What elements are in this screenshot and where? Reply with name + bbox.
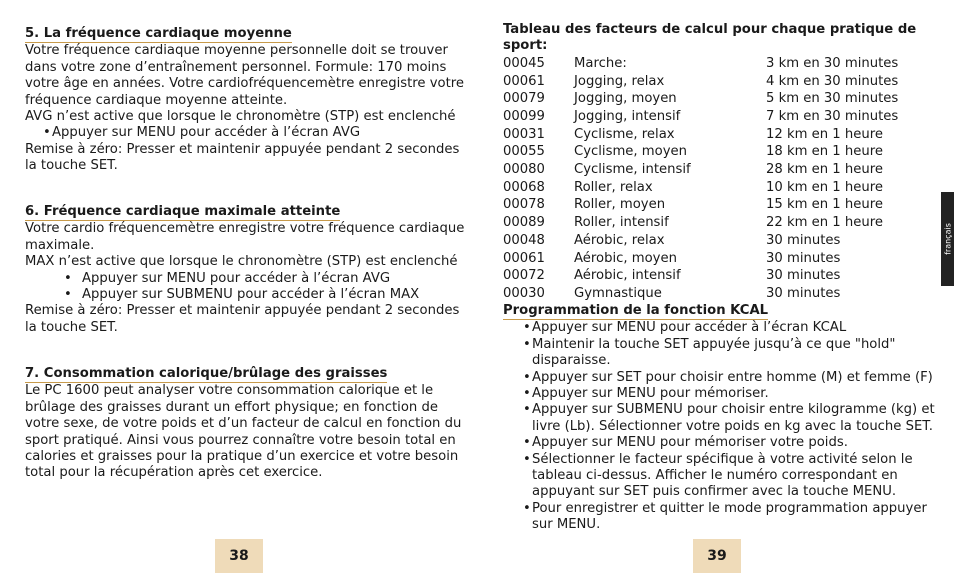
section-5-title: 5. La fréquence cardiaque moyenne (25, 26, 292, 43)
factor-table-title: Tableau des facteurs de calcul pour chaque pratique de sport: (503, 22, 917, 54)
factor-rate: 30 minutes (766, 250, 841, 266)
factor-rate: 22 km en 1 heure (766, 215, 883, 231)
factor-row (503, 73, 898, 91)
language-tab-label: français (943, 223, 952, 255)
factor-row (503, 179, 898, 197)
factor-code: 00061 (503, 73, 545, 89)
section-7-title: 7. Consommation calorique/brûlage des graisses (25, 366, 387, 383)
factor-activity: Marche: (574, 55, 627, 71)
factor-row (503, 196, 898, 214)
factor-activity: Cyclisme, intensif (574, 162, 691, 178)
factor-activity: Roller, relax (574, 179, 653, 195)
factor-code: 00072 (503, 268, 545, 284)
factor-activity: Jogging, relax (574, 73, 665, 89)
factor-rate: 30 minutes (766, 232, 841, 248)
factor-activity: Roller, intensif (574, 215, 669, 231)
factor-row (503, 214, 898, 232)
section-5-reset: Remise à zéro: Presser et maintenir appuyée pendant 2 secondes la touche SET. (25, 141, 460, 174)
factor-row (503, 55, 898, 73)
section-6-bullet: • Appuyer sur SUBMENU pour accéder à l’écran MAX (64, 287, 420, 303)
factor-rate: 12 km en 1 heure (766, 126, 883, 142)
kcal-step: • Appuyer sur MENU pour accéder à l’écran KCAL (523, 320, 847, 336)
kcal-step: • Sélectionner le facteur spécifique à votre activité selon le tableau ci-dessus. Afficher le numéro correspondant en appuyant sur SET puis confirmer avec la touche MENU. (523, 451, 913, 500)
factor-row (503, 267, 898, 285)
factor-rate: 15 km en 1 heure (766, 197, 883, 213)
section-6-title: 6. Fréquence cardiaque maximale atteinte (25, 204, 340, 221)
factor-table (503, 55, 898, 303)
factor-code: 00080 (503, 162, 545, 178)
factor-rate: 30 minutes (766, 285, 841, 301)
factor-row (503, 232, 898, 250)
factor-code: 00099 (503, 108, 545, 124)
section-5-body: Votre fréquence cardiaque moyenne personnelle doit se trouver dans votre zone d’entraînement personnel. Formule: 170 moins votre âge en années. Votre cardiofréquencemètre enregistre votre fréquence cardiaque moyenne atteinte. (25, 43, 465, 108)
factor-row (503, 90, 898, 108)
factor-code: 00045 (503, 55, 545, 71)
factor-rate: 3 km en 30 minutes (766, 55, 899, 71)
factor-code: 00079 (503, 91, 545, 107)
section-7 (25, 362, 465, 482)
factor-activity: Aérobic, intensif (574, 268, 681, 284)
factor-activity: Aérobic, moyen (574, 250, 677, 266)
factor-row (503, 126, 898, 144)
factor-table-section (503, 22, 935, 303)
factor-rate: 28 km en 1 heure (766, 162, 883, 178)
factor-rate: 10 km en 1 heure (766, 179, 883, 195)
section-6-bullet: • Appuyer sur MENU pour accéder à l’écran AVG (64, 270, 391, 286)
factor-rate: 4 km en 30 minutes (766, 73, 899, 89)
kcal-step: • Maintenir la touche SET appuyée jusqu’à ce que "hold" disparaisse. (523, 336, 896, 369)
factor-rate: 30 minutes (766, 268, 841, 284)
kcal-step: • Pour enregistrer et quitter le mode programmation appuyer sur MENU. (523, 500, 927, 533)
factor-row (503, 143, 898, 161)
section-6-note: MAX n’est active que lorsque le chronomètre (STP) est enclenché (25, 254, 458, 270)
kcal-title: Programmation de la fonction KCAL (503, 303, 768, 320)
factor-activity: Roller, moyen (574, 197, 666, 213)
factor-rate: 5 km en 30 minutes (766, 91, 899, 107)
section-6-body: Votre cardio fréquencemètre enregistre votre fréquence cardiaque maximale. (25, 221, 465, 253)
factor-row (503, 161, 898, 179)
section-5-bullet: • Appuyer sur MENU pour accéder à l’écran AVG (43, 125, 361, 141)
factor-code: 00055 (503, 144, 545, 160)
kcal-step: • Appuyer sur MENU pour mémoriser votre poids. (523, 435, 848, 451)
factor-rate: 18 km en 1 heure (766, 144, 883, 160)
factor-code: 00068 (503, 179, 545, 195)
page-number-left: 38 (215, 539, 263, 573)
factor-activity: Gymnastique (574, 285, 662, 301)
factor-activity: Aérobic, relax (574, 232, 665, 248)
factor-row (503, 108, 898, 126)
page-number-right: 39 (693, 539, 741, 573)
section-6 (25, 200, 465, 336)
language-tab (941, 192, 954, 286)
kcal-section (503, 299, 935, 534)
kcal-step: • Appuyer sur MENU pour mémoriser. (523, 386, 769, 402)
left-page (25, 0, 465, 574)
factor-code: 00078 (503, 197, 545, 213)
factor-activity: Jogging, moyen (574, 91, 677, 107)
section-6-reset: Remise à zéro: Presser et maintenir appuyée pendant 2 secondes la touche SET. (25, 303, 460, 335)
factor-activity: Cyclisme, relax (574, 126, 675, 142)
factor-row (503, 250, 898, 268)
factor-rate: 7 km en 30 minutes (766, 108, 899, 124)
kcal-step: • Appuyer sur SET pour choisir entre homme (M) et femme (F) (523, 369, 933, 385)
section-5-note: AVG n’est active que lorsque le chronomètre (STP) est enclenché (25, 109, 456, 125)
section-5 (25, 22, 465, 175)
factor-code: 00048 (503, 232, 545, 248)
right-page (503, 0, 935, 574)
section-7-body: Le PC 1600 peut analyser votre consommation calorique et le brûlage des graisses durant un effort physique; en fonction de votre sexe, de votre poids et d’un facteur de calcul en fonction du sport pratiqué. Ainsi vous pourrez connaître votre besoin total en calories et graisses pour la pratique d’un exercice et votre besoin total pour la récupération après cet exercice. (25, 383, 462, 481)
factor-activity: Cyclisme, moyen (574, 144, 687, 160)
factor-code: 00031 (503, 126, 545, 142)
factor-code: 00089 (503, 215, 545, 231)
factor-activity: Jogging, intensif (574, 108, 681, 124)
factor-code: 00030 (503, 285, 545, 301)
kcal-step: • Appuyer sur SUBMENU pour choisir entre kilogramme (kg) et livre (Lb). Sélectionner votre poids en kg avec la touche SET. (523, 402, 935, 434)
factor-code: 00061 (503, 250, 545, 266)
